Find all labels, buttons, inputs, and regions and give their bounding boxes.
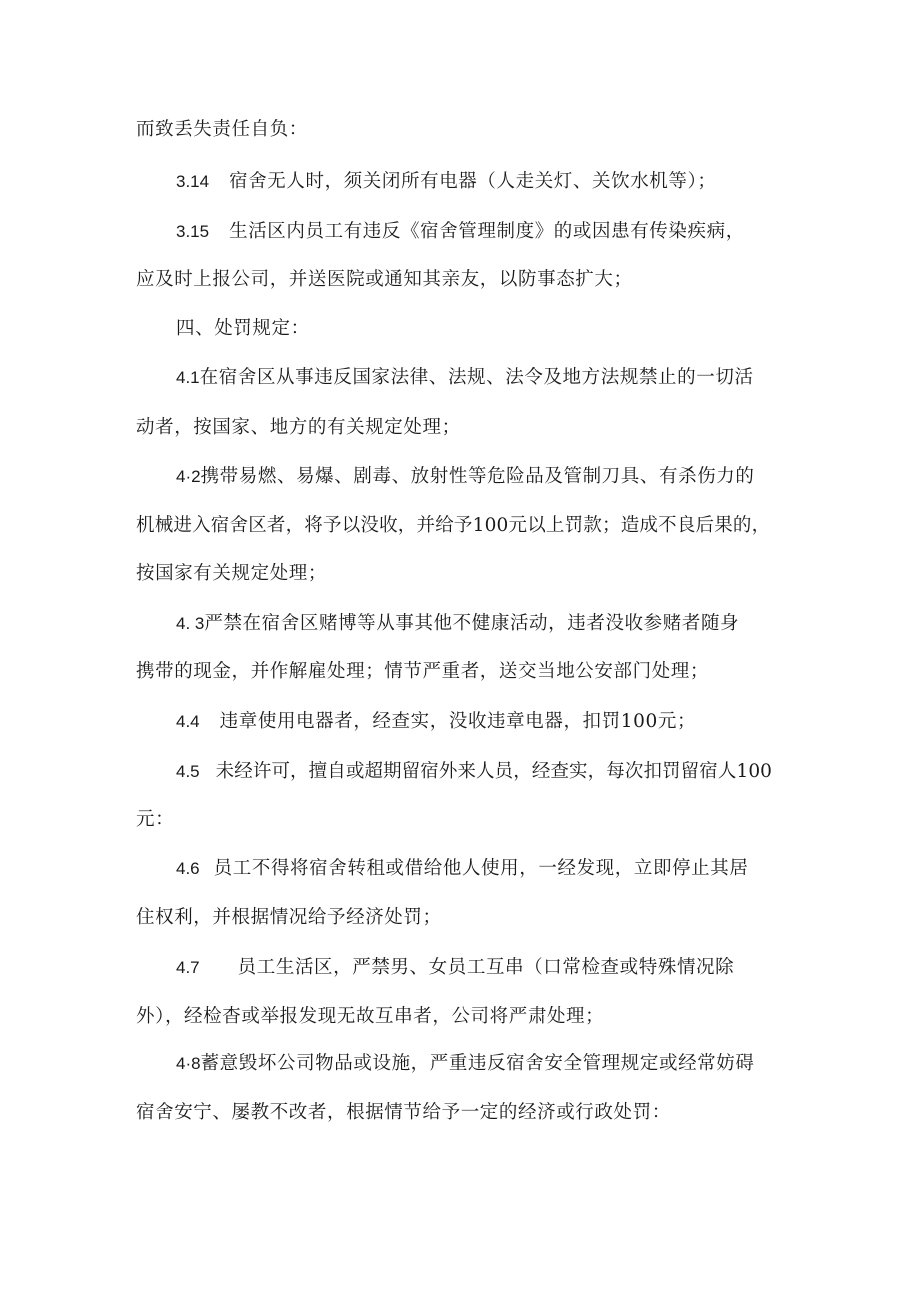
- paragraph-line: [136, 808, 174, 832]
- paragraph-line: [176, 220, 745, 244]
- line-text: 宿舍安宁、屡教不改者，根据情节给予一定的经济或行政处罚：: [136, 1102, 671, 1123]
- paragraph-line: [136, 660, 709, 684]
- clause-number: 4.7: [176, 958, 200, 977]
- clause-number: 4.1: [176, 368, 200, 387]
- clause-number: 4.4: [176, 712, 200, 731]
- clause-number: 4·8: [176, 1054, 201, 1073]
- line-text: 在宿舍区从事违反国家法律、法规、法令及地方法规禁止的一切活: [199, 367, 754, 388]
- paragraph-line: [136, 416, 461, 440]
- line-text: 生活区内员工有违反《宿舍管理制度》的或因患有传染疾病，: [229, 221, 745, 242]
- line-text: 违章使用电器者，经查实，没收违章电器，扣罚100元；: [219, 711, 697, 732]
- clause-number: 4·2: [176, 467, 201, 486]
- clause-number: 3.14: [176, 172, 210, 191]
- line-text: 而致丢失责任自负：: [136, 119, 308, 140]
- paragraph-line: [176, 760, 772, 784]
- line-text: 宿舍无人时，须关闭所有电器（人走关灯、关饮水机等）；: [229, 171, 717, 192]
- paragraph-line: [136, 1101, 671, 1125]
- paragraph-line: [136, 562, 327, 586]
- line-text: 严禁在宿舍区赌博等从事其他不健康活动，违者没收参赌者随身: [204, 613, 740, 634]
- line-text: 员工不得将宿舍转租或借给他人使用，一经发现，立即停止其居: [213, 858, 749, 879]
- line-text: 动者，按国家、地方的有关规定处理；: [136, 417, 461, 438]
- paragraph-line: [176, 710, 696, 734]
- paragraph-line: [176, 612, 739, 636]
- clause-number: 4.5: [176, 762, 200, 781]
- paragraph-line: [136, 906, 442, 930]
- line-text: 未经许可，擅自或超期留宿外来人员，经查实，每次扣罚留宿人100: [215, 761, 773, 782]
- paragraph-line: [176, 1052, 754, 1076]
- line-text: 蓄意毁坏公司物品或设施，严重违反宿舍安全管理规定或经常妨碍: [200, 1053, 755, 1074]
- clause-number: 4. 3: [176, 614, 205, 633]
- paragraph-line: [176, 956, 734, 980]
- line-text: 携带易燃、易爆、剧毒、放射性等危险品及管制刀具、有杀伤力的: [200, 466, 755, 487]
- paragraph-line: [176, 465, 754, 489]
- paragraph-line: [136, 118, 308, 142]
- section-heading: [176, 317, 310, 341]
- paragraph-line: [176, 366, 754, 390]
- paragraph-line: [136, 268, 633, 292]
- clause-number: 4.6: [176, 859, 200, 878]
- paragraph-line: [176, 170, 716, 194]
- clause-number: 3.15: [176, 222, 210, 241]
- paragraph-line: [136, 514, 770, 538]
- line-text: 携带的现金，并作解雇处理；情节严重者，送交当地公安部门处理；: [136, 661, 710, 682]
- line-text: 员工生活区，严禁男、女员工互串（口常检查或特殊情况除: [237, 957, 735, 978]
- line-text: 按国家有关规定处理；: [136, 563, 328, 584]
- line-text: 外），经检杳或举报发现无故互串者，公司将严肃处理；: [136, 1006, 605, 1027]
- line-text: 应及时上报公司，并送医院或通知其亲友，以防事态扩大；: [136, 269, 633, 290]
- paragraph-line: [176, 857, 748, 881]
- paragraph-line: [136, 1005, 604, 1029]
- line-text: 机械进入宿舍区者，将予以没收，并给予100元以上罚款；造成不良后果的，: [136, 515, 771, 536]
- line-text: 住权利，并根据情况给予经济处罚；: [136, 907, 442, 928]
- line-text: 元：: [136, 809, 175, 830]
- line-text: 四、处罚规定：: [176, 318, 310, 339]
